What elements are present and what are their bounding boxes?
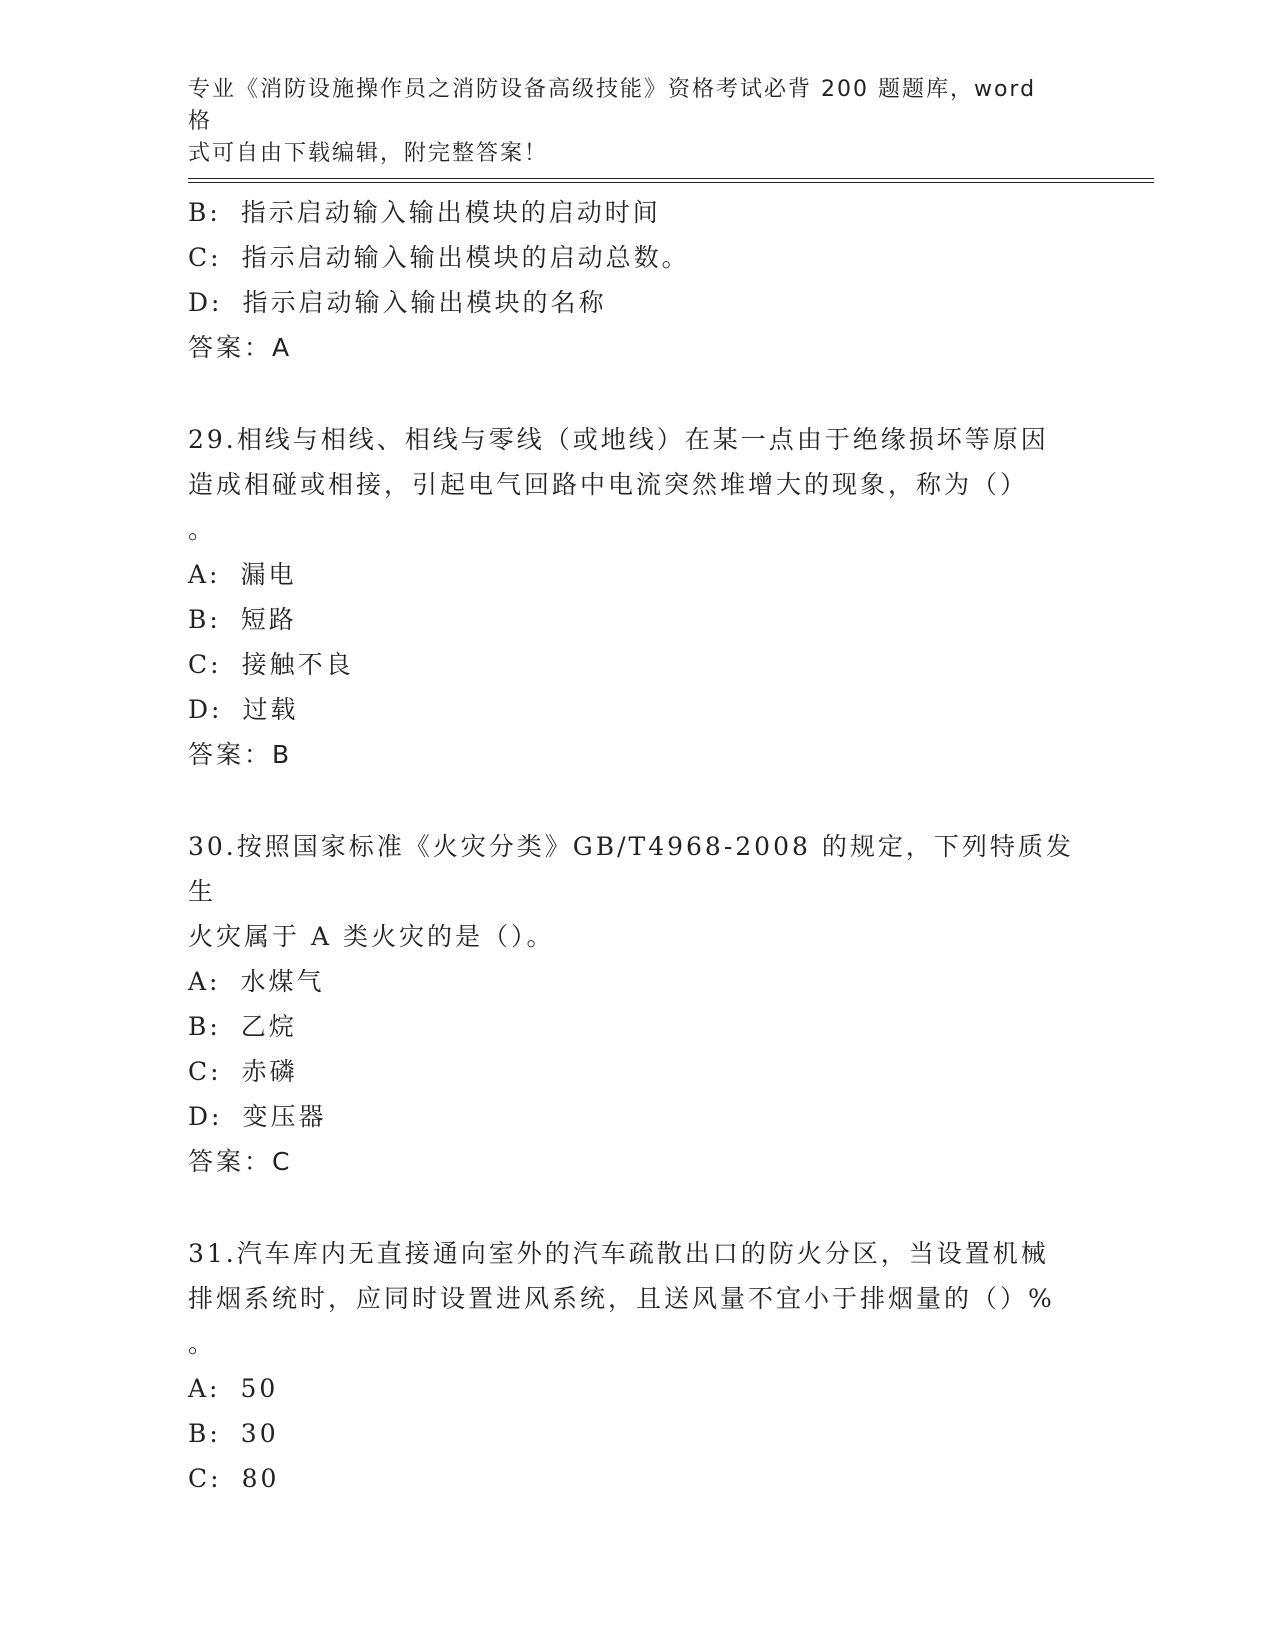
answer-label: 答案：A xyxy=(188,333,293,362)
question-text-line: 29.相线与相线、相线与零线（或地线）在某一点由于绝缘损坏等原因 xyxy=(188,425,1049,454)
option-text: 乙烷 xyxy=(240,1012,297,1041)
option-b xyxy=(188,597,1088,642)
option-text: 80 xyxy=(241,1464,280,1493)
question-block-continued xyxy=(188,190,1088,371)
option-b xyxy=(188,190,1088,235)
option-key: C: xyxy=(188,650,222,679)
option-a xyxy=(188,959,1088,1004)
answer-label: 答案：C xyxy=(188,1147,293,1176)
question-text-line: 31.汽车库内无直接通向室外的汽车疏散出口的防火分区，当设置机械 xyxy=(188,1239,1049,1268)
option-text: 指示启动输入输出模块的启动总数。 xyxy=(241,243,690,272)
answer-label: 答案：B xyxy=(188,740,293,769)
option-a xyxy=(188,552,1088,597)
option-key: D: xyxy=(188,288,223,317)
document-body xyxy=(188,190,1088,1501)
question-text-line: 排烟系统时，应同时设置进风系统，且送风量不宜小于排烟量的（）% xyxy=(188,1284,1055,1313)
option-text: 变压器 xyxy=(242,1102,327,1131)
option-text: 指示启动输入输出模块的启动时间 xyxy=(240,198,661,227)
question-30 xyxy=(188,824,1088,1185)
option-text: 接触不良 xyxy=(241,650,354,679)
header-line-2: 式可自由下载编辑，附完整答案！ xyxy=(188,141,549,166)
option-text: 短路 xyxy=(240,605,297,634)
option-key: B: xyxy=(188,605,221,634)
header-divider-top xyxy=(188,178,1154,179)
option-key: D: xyxy=(188,1102,223,1131)
option-key: A: xyxy=(188,560,221,589)
option-d xyxy=(188,280,1088,325)
option-text: 过载 xyxy=(242,695,299,724)
option-key: A: xyxy=(188,967,221,996)
option-text: 指示启动输入输出模块的名称 xyxy=(242,288,607,317)
option-c xyxy=(188,642,1088,687)
option-b xyxy=(188,1411,1088,1456)
document-header xyxy=(188,74,1068,170)
header-line-1: 专业《消防设施操作员之消防设备高级技能》资格考试必背 200 题题库，word 格 xyxy=(188,77,1037,134)
option-key: B: xyxy=(188,198,221,227)
option-c xyxy=(188,1456,1088,1501)
option-text: 漏电 xyxy=(240,560,297,589)
question-text-line: 。 xyxy=(188,1329,217,1358)
option-key: B: xyxy=(188,1419,221,1448)
question-29 xyxy=(188,417,1088,778)
option-key: A: xyxy=(188,1374,221,1403)
question-text-line: 30.按照国家标准《火灾分类》GB/T4968-2008 的规定，下列特质发生 xyxy=(188,832,1074,906)
option-b xyxy=(188,1004,1088,1049)
question-text-line: 造成相碰或相接，引起电气回路中电流突然堆增大的现象，称为（） xyxy=(188,470,1029,499)
option-text: 30 xyxy=(240,1419,279,1448)
option-text: 水煤气 xyxy=(240,967,325,996)
option-key: B: xyxy=(188,1012,221,1041)
header-divider-bottom xyxy=(188,182,1154,183)
question-text-line: 火灾属于 A 类火灾的是（）。 xyxy=(188,922,555,951)
option-d xyxy=(188,687,1088,732)
option-d xyxy=(188,1094,1088,1139)
option-c xyxy=(188,235,1088,280)
option-key: C: xyxy=(188,1057,222,1086)
option-c xyxy=(188,1049,1088,1094)
option-key: D: xyxy=(188,695,223,724)
option-text: 赤磷 xyxy=(241,1057,298,1086)
option-text: 50 xyxy=(240,1374,279,1403)
option-key: C: xyxy=(188,243,222,272)
question-31 xyxy=(188,1231,1088,1501)
option-a xyxy=(188,1366,1088,1411)
option-key: C: xyxy=(188,1464,222,1493)
question-text-line: 。 xyxy=(188,515,217,544)
